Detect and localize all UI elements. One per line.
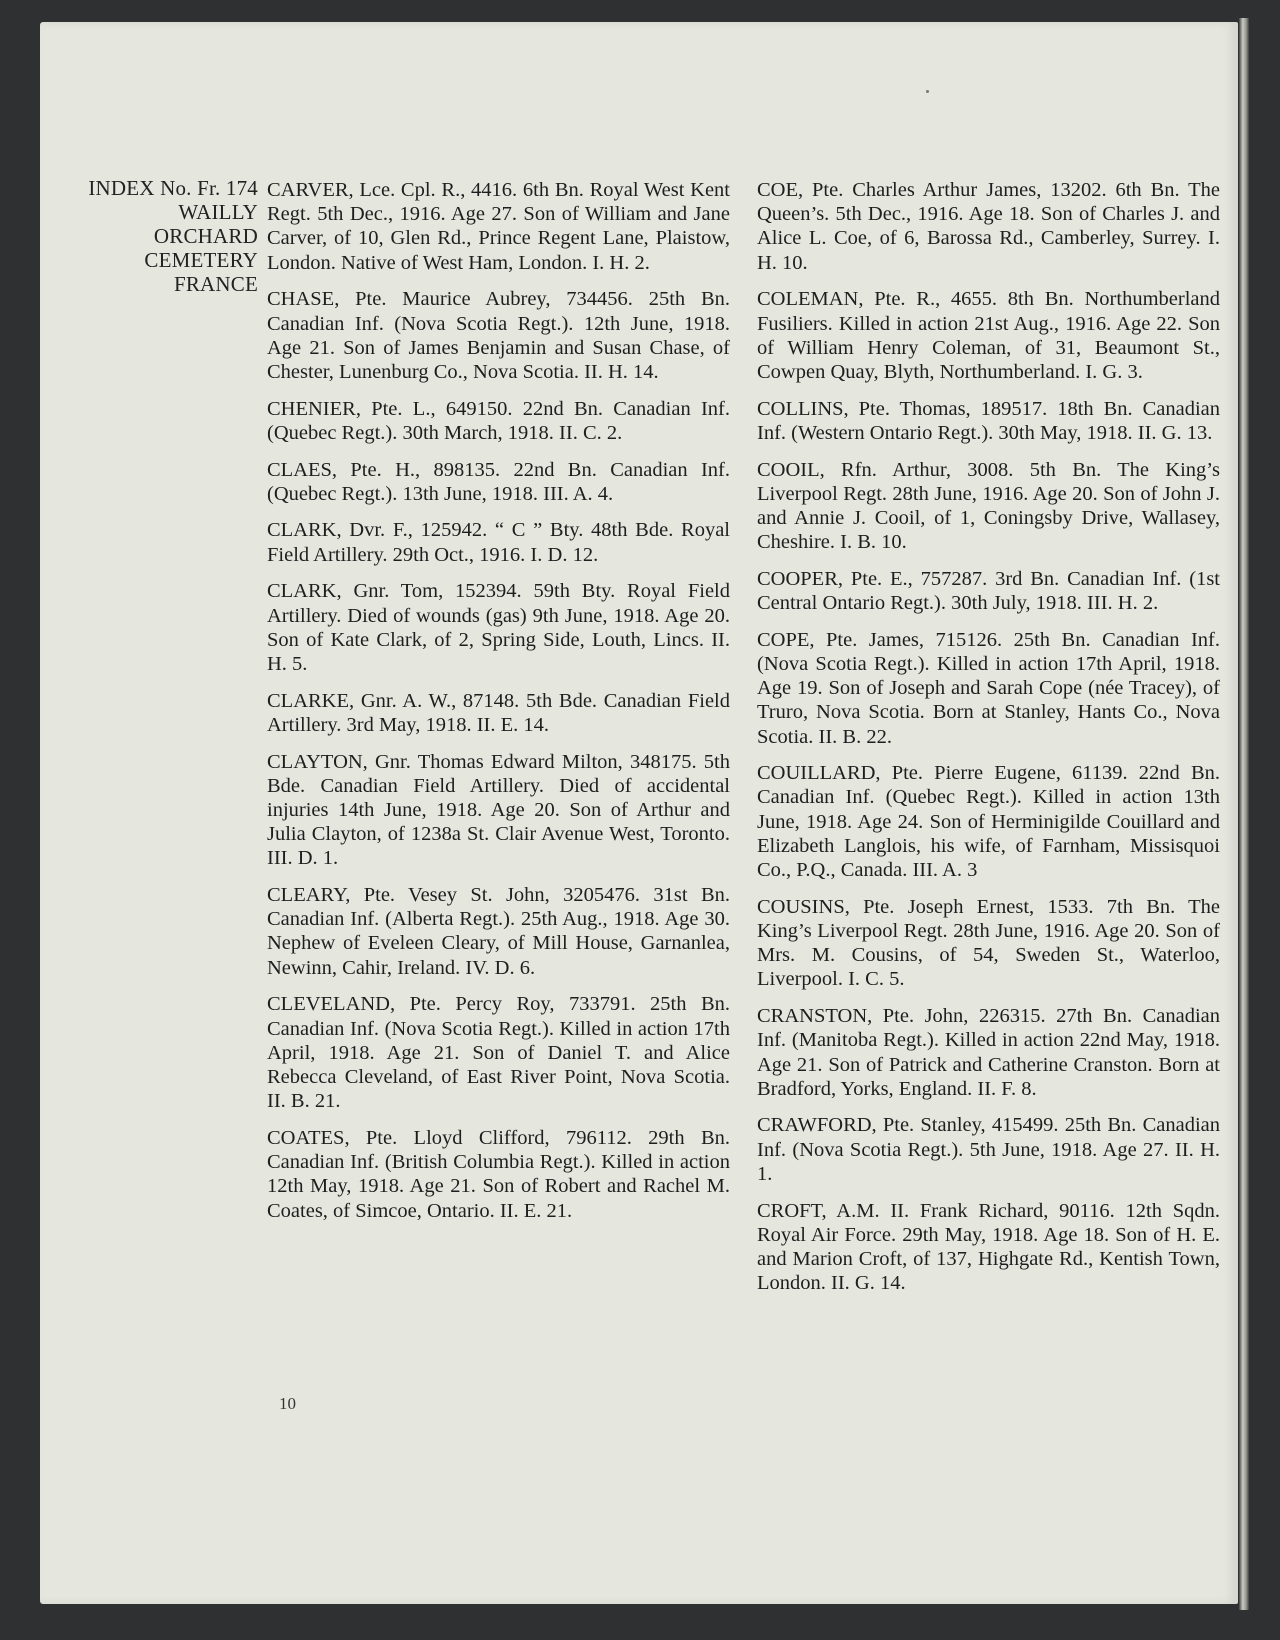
entry-couillard: COUILLARD, Pte. Pierre Eugene, 61139. 22nd Bn. Canadian Inf. (Quebec Regt.). Killed in action 13th June, 1918. Age 24. Son of Herminigilde Couillard and Elizabeth Langlois, his wife, of Farnham, Missisquoi Co., P.Q., Canada. III. A. 3 — [757, 762, 1220, 882]
right-entries-column — [757, 178, 1220, 1308]
entry-cooper: COOPER, Pte. E., 757287. 3rd Bn. Canadian Inf. (1st Central Ontario Regt.). 30th July, 1918. III. H. 2. — [757, 567, 1220, 615]
entry-crawford: CRAWFORD, Pte. Stanley, 415499. 25th Bn. Canadian Inf. (Nova Scotia Regt.). 5th June, 1918. Age 27. II. H. 1. — [757, 1114, 1220, 1185]
paper-speck — [926, 90, 929, 93]
entry-coates: COATES, Pte. Lloyd Clifford, 796112. 29th Bn. Canadian Inf. (British Columbia Regt.). Killed in action 12th May, 1918. Age 21. Son of Robert and Rachel M. Coates, of Simcoe, Ontario. II. E. 21. — [267, 1126, 730, 1222]
location-line-3: CEMETERY — [144, 248, 258, 272]
index-number: INDEX No. Fr. 174 — [88, 176, 258, 200]
entry-coleman: COLEMAN, Pte. R., 4655. 8th Bn. Northumberland Fusiliers. Killed in action 21st Aug., 1916. Age 22. Son of William Henry Coleman, of 31, Beaumont St., Cowpen Quay, Blyth, Northumberland. I. G. 3. — [757, 288, 1220, 383]
page-number: 10 — [279, 1394, 296, 1413]
entry-collins: COLLINS, Pte. Thomas, 189517. 18th Bn. Canadian Inf. (Western Ontario Regt.). 30th May, 1918. II. G. 13. — [757, 397, 1220, 444]
entry-claes: CLAES, Pte. H., 898135. 22nd Bn. Canadian Inf. (Quebec Regt.). 13th June, 1918. III. A. 4. — [267, 458, 730, 505]
entry-cleveland: CLEVELAND, Pte. Percy Roy, 733791. 25th Bn. Canadian Inf. (Nova Scotia Regt.). Killed in action 17th April, 1918. Age 21. Son of Daniel T. and Alice Rebecca Cleveland, of East River Point, Nova Scotia. II. B. 21. — [267, 993, 730, 1113]
location-line-2: ORCHARD — [153, 224, 258, 248]
entry-clark-f: CLARK, Dvr. F., 125942. “ C ” Bty. 48th Bde. Royal Field Artillery. 29th Oct., 1916. I. D. 12. — [267, 519, 730, 566]
entry-croft: CROFT, A.M. II. Frank Richard, 90116. 12th Sqdn. Royal Air Force. 29th May, 1918. Age 18. Son of H. E. and Marion Croft, of 137, Highgate Rd., Kentish Town, London. II. G. 14. — [757, 1199, 1220, 1295]
cemetery-index-header — [60, 176, 258, 296]
entry-coe: COE, Pte. Charles Arthur James, 13202. 6th Bn. The Queen’s. 5th Dec., 1916. Age 18. Son of Charles J. and Alice L. Coe, of 6, Barossa Rd., Camberley, Surrey. I. H. 10. — [757, 179, 1220, 274]
entry-cooil: COOIL, Rfn. Arthur, 3008. 5th Bn. The King’s Liverpool Regt. 28th June, 1916. Age 20. Son of John J. and Annie J. Cooil, of 1, Coningsby Drive, Wallasey, Cheshire. I. B. 10. — [757, 458, 1220, 554]
entry-carver: CARVER, Lce. Cpl. R., 4416. 6th Bn. Royal West Kent Regt. 5th Dec., 1916. Age 27. Son of William and Jane Carver, of 10, Glen Rd., Prince Regent Lane, Plaistow, London. Native of West Ham, London. I. H. 2. — [267, 179, 730, 274]
location-line-4: FRANCE — [173, 272, 258, 296]
entry-cleary: CLEARY, Pte. Vesey St. John, 3205476. 31st Bn. Canadian Inf. (Alberta Regt.). 25th Aug., 1918. Age 30. Nephew of Eveleen Cleary, of Mill House, Garnanlea, Newinn, Cahir, Ireland. IV. D. 6. — [267, 884, 730, 979]
entry-cousins: COUSINS, Pte. Joseph Ernest, 1533. 7th Bn. The King’s Liverpool Regt. 28th June, 1916. Age 20. Son of Mrs. M. Cousins, of 54, Sweden St., Waterloo, Liverpool. I. C. 5. — [757, 895, 1220, 991]
entry-clarke: CLARKE, Gnr. A. W., 87148. 5th Bde. Canadian Field Artillery. 3rd May, 1918. II. E. 14. — [267, 689, 730, 736]
entry-clayton: CLAYTON, Gnr. Thomas Edward Milton, 348175. 5th Bde. Canadian Field Artillery. Died of accidental injuries 14th June, 1918. Age 20. Son of Arthur and Julia Clayton, of 1238a St. Clair Avenue West, Toronto. III. D. 1. — [267, 750, 730, 870]
location-line-1: WAILLY — [178, 200, 258, 224]
entry-chase: CHASE, Pte. Maurice Aubrey, 734456. 25th Bn. Canadian Inf. (Nova Scotia Regt.). 12th June, 1918. Age 21. Son of James Benjamin and Susan Chase, of Chester, Lunenburg Co., Nova Scotia. II. H. 14. — [267, 288, 730, 383]
page-edge-shadow — [1238, 18, 1250, 1610]
entry-cope: COPE, Pte. James, 715126. 25th Bn. Canadian Inf. (Nova Scotia Regt.). Killed in action 17th April, 1918. Age 19. Son of Joseph and Sarah Cope (née Tracey), of Truro, Nova Scotia. Born at Stanley, Hants Co., Nova Scotia. II. B. 22. — [757, 628, 1220, 748]
entry-cranston: CRANSTON, Pte. John, 226315. 27th Bn. Canadian Inf. (Manitoba Regt.). Killed in action 22nd May, 1918. Age 21. Son of Patrick and Catherine Cranston. Born at Bradford, Yorks, England. II. F. 8. — [757, 1005, 1220, 1100]
entry-clark-tom: CLARK, Gnr. Tom, 152394. 59th Bty. Royal Field Artillery. Died of wounds (gas) 9th June, 1918. Age 20. Son of Kate Clark, of 2, Spring Side, Louth, Lincs. II. H. 5. — [267, 580, 730, 675]
left-entries-column — [267, 178, 730, 1235]
entry-chenier: CHENIER, Pte. L., 649150. 22nd Bn. Canadian Inf. (Quebec Regt.). 30th March, 1918. II. C. 2. — [267, 397, 730, 444]
